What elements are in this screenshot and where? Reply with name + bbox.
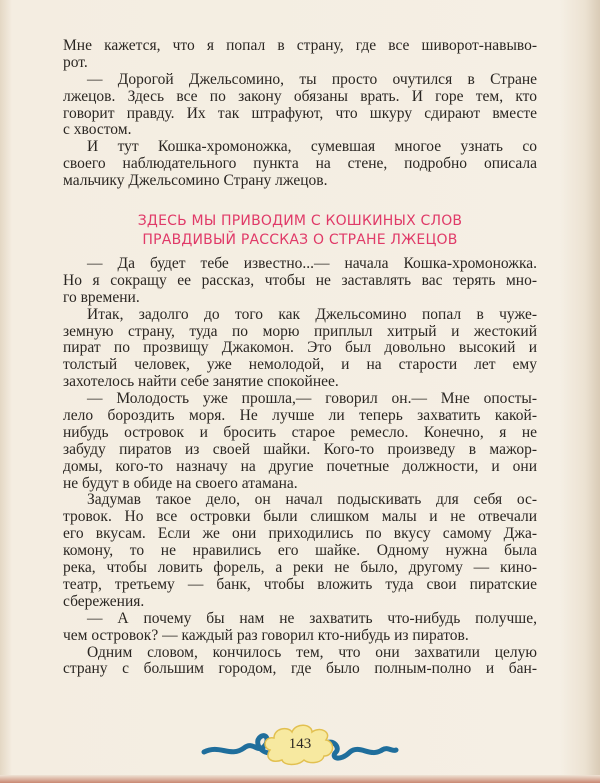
text-line: чем островок? — каждый раз говорил кто-нибудь из пиратов. bbox=[63, 626, 469, 644]
text-line: говорит правду. Их так штрафуют, что шкуру сдирают вместе bbox=[63, 104, 537, 122]
text-line: забуду пиратов из своей шайки. Кого-то произведу в мажор- bbox=[63, 440, 537, 458]
text-line: с хвостом. bbox=[63, 121, 132, 139]
text-line: Итак, задолго до того как Джельсомино попал в чуже- bbox=[87, 305, 537, 323]
text-line: лело бороздить моря. Не лучше ли теперь захватить какой- bbox=[63, 407, 537, 425]
text-line: рот. bbox=[63, 53, 88, 71]
text-line: его вкусам. Если же они приходились по вкусу самому Джа- bbox=[63, 525, 537, 543]
text-line: Одним словом, кончилось тем, что они захватили целую bbox=[87, 643, 537, 661]
paragraph bbox=[63, 256, 537, 307]
text-line: домы, кого-то назначу на другие почетные должности, и они bbox=[63, 457, 537, 475]
text-line: сбережения. bbox=[63, 592, 145, 610]
text-line: нибудь островок и бросить старое ремесло. Конечно, я не bbox=[63, 423, 537, 441]
text-before-heading bbox=[63, 38, 537, 190]
text-line: пират по прозвищу Джакомон. Это был довольно высокий и bbox=[63, 339, 537, 357]
paragraph bbox=[63, 38, 537, 72]
text-line: — А почему бы нам не захватить что-нибудь получше, bbox=[87, 609, 537, 627]
paragraph bbox=[63, 391, 537, 492]
paragraph bbox=[63, 139, 537, 190]
text-line: мальчику Джельсомино Страну лжецов. bbox=[63, 172, 328, 190]
paragraph bbox=[63, 72, 537, 140]
text-line: не будут в обиде на своего атамана. bbox=[63, 474, 298, 492]
paragraph bbox=[63, 307, 537, 391]
text-line: Мне кажется, что я попал в страну, где все шиворот-навыво- bbox=[63, 37, 537, 54]
text-line: Задумав такое дело, он начал подыскивать для себя ос- bbox=[87, 491, 537, 509]
text-line: Но я сокращу ее рассказ, чтобы не заставлять вас терять мно- bbox=[63, 271, 537, 289]
text-line: — Да будет тебе известно...— начала Кошка-хромоножка. bbox=[87, 255, 537, 273]
page-edge bbox=[0, 775, 600, 783]
text-line: — Дорогой Джельсомино, ты просто очутился в Стране bbox=[87, 70, 537, 88]
paragraph bbox=[63, 492, 537, 610]
text-line: театр, третьему — банк, чтобы вложить туда свои пиратские bbox=[63, 575, 537, 593]
text-line: го времени. bbox=[63, 288, 140, 306]
text-line: И тут Кошка-хромоножка, сумевшая многое узнать со bbox=[87, 138, 537, 156]
text-line: земную страну, туда по морю приплыл хитрый и жестокий bbox=[63, 322, 537, 340]
text-line: толстый человек, уже немолодой, и на старости лет ему bbox=[63, 356, 537, 374]
text-after-heading bbox=[63, 256, 537, 678]
text-line: — Молодость уже прошла,— говорил он.— Мне опосты- bbox=[87, 390, 537, 408]
text-line: тровок. Но все островки были слишком малы и не отвечали bbox=[63, 508, 537, 526]
paragraph bbox=[63, 645, 537, 679]
text-line: страну с большим городом, где было полным-полно и бан- bbox=[63, 660, 537, 678]
heading-line: ПРАВДИВЫЙ РАССКАЗ О СТРАНЕ ЛЖЕЦОВ bbox=[142, 232, 458, 249]
page-number: 143 bbox=[288, 736, 312, 752]
text-line: река, чтобы ловить форель, а реки не было, другому — кино- bbox=[63, 559, 537, 577]
ribbon-right bbox=[324, 742, 396, 758]
body-text bbox=[63, 38, 537, 678]
text-line: лжецов. Здесь все по закону обязаны врать. И горе тем, кто bbox=[63, 87, 537, 105]
text-line: захотелось найти себе занятие спокойнее. bbox=[63, 373, 339, 391]
paragraph bbox=[63, 611, 537, 645]
chapter-heading bbox=[63, 212, 537, 250]
text-line: своего наблюдательного пункта на стене, подробно описала bbox=[63, 155, 537, 173]
heading-line: ЗДЕСЬ МЫ ПРИВОДИМ С КОШКИНЫХ СЛОВ bbox=[137, 213, 463, 230]
text-line: комону, то не нравились его шайке. Одному нужна была bbox=[63, 542, 537, 560]
